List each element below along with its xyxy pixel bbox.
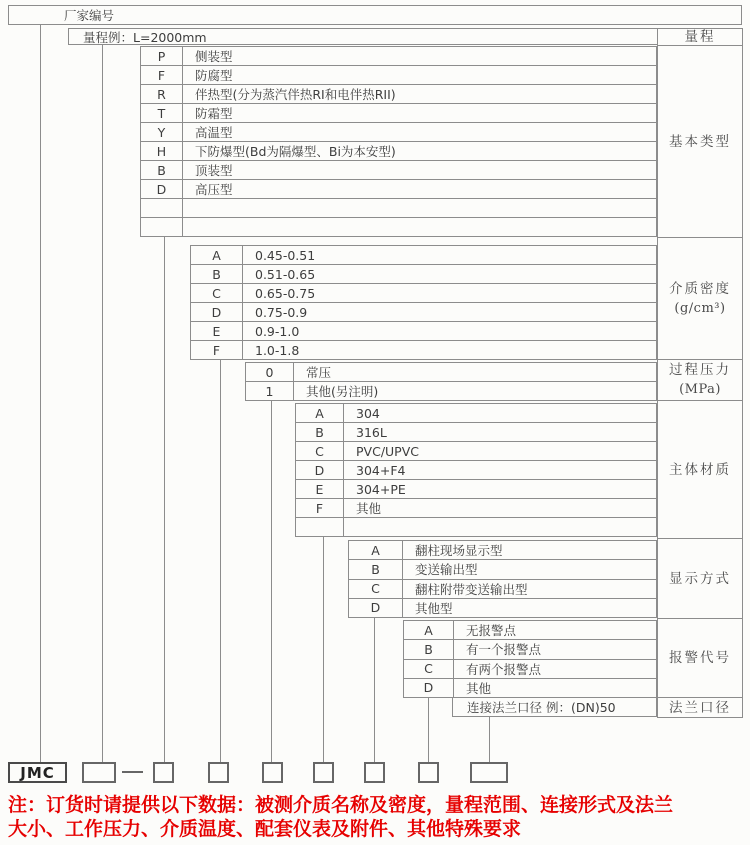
option-description: 翻柱现场显示型 [415,543,503,559]
option-description: 下防爆型(Bd为隔爆型、Bi为本安型) [195,144,396,159]
code-box-basic-type [153,762,174,783]
body-material-table [295,403,657,537]
model-prefix-box: JMC [8,762,67,783]
option-row [191,265,656,284]
option-description: 其他 [356,501,382,516]
ordering-note-line1: 注：订货时请提供以下数据：被测介质名称及密度，量程范围、连接形式及法兰 [8,794,674,816]
code-box-pressure [262,762,283,783]
option-row [141,218,656,236]
connector-line-pressure [271,401,272,763]
option-code: P [141,47,183,65]
category-basic-type: 基本类型 [658,46,742,238]
option-code: C [296,442,344,460]
connector-line-range [102,45,103,763]
option-row [296,461,656,480]
option-row [191,284,656,303]
option-description: 有两个报警点 [466,661,542,677]
connector-line-manufacturer [40,25,41,763]
option-description: 防腐型 [195,68,233,83]
option-row [296,423,656,442]
option-code: D [349,599,403,617]
option-code: 1 [246,382,294,400]
option-code: H [141,142,183,160]
option-description: 侧装型 [195,49,233,64]
option-code [296,518,344,536]
option-row [141,66,656,85]
connector-line-display [374,618,375,763]
option-code: C [404,660,454,678]
code-box-flange [470,762,508,783]
option-description: 0.65-0.75 [255,285,316,301]
option-row [141,180,656,199]
display-mode-table [348,540,657,618]
process-pressure-table [245,362,657,401]
option-code: D [404,679,454,697]
option-code: Y [141,123,183,141]
manufacturer-number-label: 厂家编号 [64,8,115,23]
option-description: 0.51-0.65 [255,266,316,282]
option-description: 316L [356,424,387,440]
connector-line-flange [489,717,490,763]
range-example-row [68,28,658,45]
ordering-note [8,794,748,841]
option-description: 0.45-0.51 [255,247,316,263]
option-code: F [141,66,183,84]
option-description: 304+F4 [356,462,406,478]
option-code: E [191,322,243,340]
option-row [141,85,656,104]
option-row [191,246,656,265]
option-description: 翻柱附带变送输出型 [415,581,528,597]
option-description: 其他 [466,680,492,696]
connector-line-alarm [428,698,429,763]
option-code [141,218,183,236]
option-description: 防霜型 [195,106,233,121]
option-row [349,560,656,579]
option-code: E [296,480,344,498]
ordering-note-line2: 大小、工作压力、介质温度、配套仪表及附件、其他特殊要求 [8,817,522,840]
medium-density-table [190,245,657,360]
option-row [191,303,656,322]
alarm-code-table [403,620,657,698]
option-code: B [141,161,183,179]
option-description: 0.75-0.9 [255,304,308,320]
option-row [404,640,656,659]
separator-dash [122,771,143,773]
option-row [296,480,656,499]
option-code: C [349,580,403,598]
option-code: C [191,284,243,302]
option-row [141,123,656,142]
option-row [141,199,656,218]
range-example-label: 量程例：L=2000mm [83,29,207,45]
option-description: 304 [356,405,380,421]
connector-line-material [323,537,324,763]
option-code: D [191,303,243,321]
option-row [296,404,656,423]
code-box-density [208,762,229,783]
option-row [191,341,656,359]
category-column [657,28,743,718]
option-row [246,382,656,400]
connector-line-basic-type [164,237,165,763]
option-code: A [349,541,403,559]
code-box-display [364,762,385,783]
option-row [141,47,656,66]
option-row [349,599,656,617]
option-description: 1.0-1.8 [255,342,300,358]
option-row [404,621,656,640]
basic-type-table [140,46,657,237]
option-description: 有一个报警点 [466,642,542,658]
option-description: 0.9-1.0 [255,323,300,339]
option-code [141,199,183,217]
flange-size-description: 连接法兰口径 例：(DN)50 [467,700,616,715]
manufacturer-number-row [8,5,742,25]
code-box-range [82,762,116,783]
option-description: 顶装型 [195,163,233,178]
code-box-alarm [418,762,439,783]
option-row [296,518,656,536]
option-code: F [296,499,344,517]
option-code: F [191,341,243,359]
option-description: 无报警点 [466,623,517,639]
option-code: D [141,180,183,198]
option-code: A [296,404,344,422]
option-code: B [296,423,344,441]
flange-size-row [452,697,657,717]
option-description [344,518,656,536]
option-description: 伴热型(分为蒸汽伴热RI和电伴热RII) [195,87,396,102]
option-code: A [191,246,243,264]
option-code: D [296,461,344,479]
connector-line-density [220,360,221,763]
option-description [183,218,656,236]
category-display-mode: 显示方式 [658,539,742,619]
option-row [141,142,656,161]
option-code: B [191,265,243,283]
option-code: A [404,621,454,639]
option-code: B [349,560,403,578]
option-code: 0 [246,363,294,381]
option-row [141,104,656,123]
option-row [296,499,656,518]
option-code: B [404,640,454,658]
option-row [141,161,656,180]
option-description: 高压型 [195,182,233,197]
category-flange-size: 法兰口径 [669,699,731,716]
option-description: 其他型 [415,600,453,616]
code-box-material [313,762,334,783]
category-range: 量程 [658,29,742,46]
option-description: 高温型 [195,125,233,140]
option-row [404,660,656,679]
category-medium-density: 介质密度 (g/cm³) [658,238,742,360]
option-row [404,679,656,697]
category-alarm-code: 报警代号 [658,619,742,698]
option-row [191,322,656,341]
option-description: PVC/UPVC [356,443,419,459]
option-description: 常压 [306,365,332,380]
option-description [183,199,656,217]
category-process-pressure: 过程压力 (MPa) [658,360,742,401]
category-body-material: 主体材质 [658,401,742,539]
option-description: 其他(另注明) [306,384,379,399]
option-row [246,363,656,382]
option-row [296,442,656,461]
option-row [453,698,656,716]
option-description: 304+PE [356,481,406,497]
option-row [349,541,656,560]
option-row [349,580,656,599]
option-code: T [141,104,183,122]
option-code: R [141,85,183,103]
option-description: 变送输出型 [415,562,478,578]
